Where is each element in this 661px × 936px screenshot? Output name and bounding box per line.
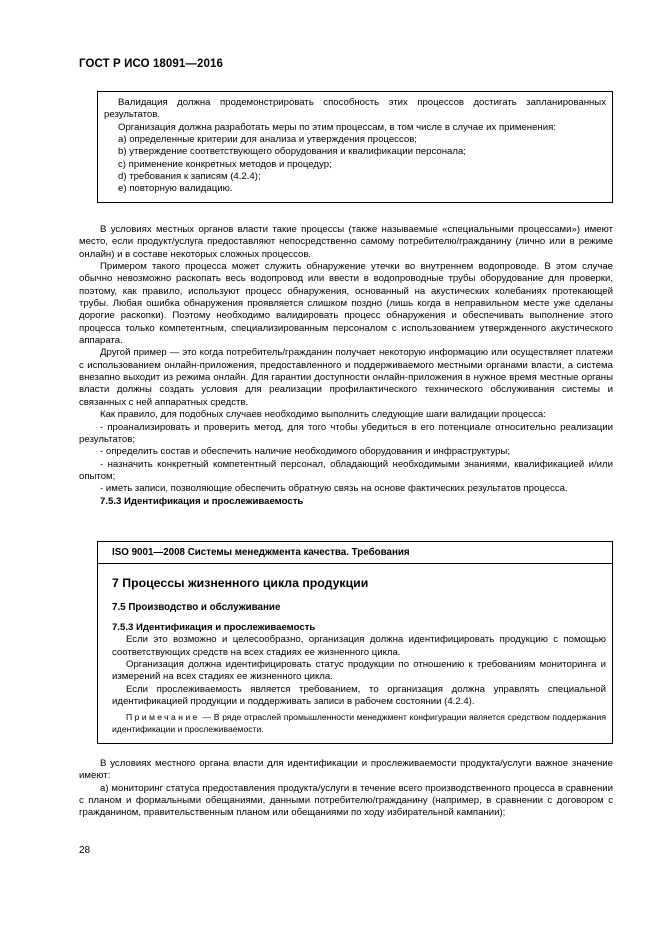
page-number: 28 xyxy=(79,845,91,856)
note-label: Примечание xyxy=(126,712,200,723)
iso-paragraph: Если прослеживаемость является требованием, то организация должна управлять специальной идентификацией продукции и поддерживать записи в рабочем состоянии (4.2.4). xyxy=(112,683,606,708)
iso-paragraph: Организация должна идентифицировать статус продукции по отношению к требованиям мониторинга и измерений на всех стадиях ее жизненного цикла. xyxy=(112,659,606,683)
section-heading: 7.5 Производство и обслуживание xyxy=(112,602,281,613)
note xyxy=(112,712,606,735)
note-text: — В ряде отраслей промышленности менеджмент конфигурации является средством поддержания идентификации и прослеживаемости. xyxy=(112,712,606,734)
body-paragraph: а) мониторинг статуса предоставления продукта/услуги в течение всего производственного процесса в сравнении с планом и формальными обещаниями, данными потребителю/гражданину (например, в сравнении с договором с гражданином, правительственным планом или обещаниями по ходу избирательной кампании); xyxy=(79,782,613,819)
requirement-list-item: b) утверждение соответствующего оборудования и квалификации персонала; xyxy=(118,146,466,158)
validation-step: - определить состав и обеспечить наличие необходимого оборудования и инфраструктуры; xyxy=(100,446,510,458)
section-heading: 7.5.3 Идентификация и прослеживаемость xyxy=(100,495,304,507)
body-paragraph: Другой пример — это когда потребитель/гражданин получает некоторую информацию или осуществляет платежи с использованием онлайн-приложения, предоставленного и поддерживаемого местными органами власти, а система внезапно выходит из режима онлайн. Для гарантии доступности онлайн-приложения в нужное время местные органы власти должны создать условия для реализации профилактического технического обслуживания системы и связанных с ней аппаратных средств. xyxy=(79,347,613,408)
requirement-para-validation: Валидация должна продемонстрировать способность этих процессов достигать запланированных результатов. xyxy=(104,97,606,121)
requirement-box xyxy=(97,91,613,203)
body-paragraph: Примером такого процесса может служить обнаружение утечки во внутреннем водопроводе. В этом случае обычно невозможно раскопать весь водопровод или ввести в водопроводные трубы оборудование для проверки, поэтому, как правило, используют процесс обнаружения, основанный на акустических колебаниях протекающей трубы. Любая ошибка обнаружения проявляется слишком поздно (лишь когда в неправильном месте уже сделаны дорогие раскопки). Поэтому необходимо валидировать процесс обнаружения и обеспечивать выполнение этого процесса только компетентным, специализированным персоналом с использованием утвержденного акустического аппарата. xyxy=(79,261,613,347)
validation-step: - иметь записи, позволяющие обеспечить обратную связь на основе фактических результатов процесса. xyxy=(100,483,568,495)
requirement-list-item: c) применение конкретных методов и процедур; xyxy=(118,158,332,170)
body-paragraph: Как правило, для подобных случаев необходимо выполнить следующие шаги валидации процесса: xyxy=(100,409,546,421)
requirement-list-item: d) требования к записям (4.2.4); xyxy=(118,171,261,183)
subsection-heading: 7.5.3 Идентификация и прослеживаемость xyxy=(112,622,316,633)
iso-quote-box xyxy=(97,541,613,744)
document-header: ГОСТ Р ИСО 18091—2016 xyxy=(79,58,224,70)
body-paragraph: В условиях местных органов власти такие процессы (также называемые «специальными процессами») имеют место, если продукт/услуга предоставляют непосредственно самому потребителю/гражданину (лично или в режиме онлайн) и в составе некоторых сложных процессов. xyxy=(79,224,613,260)
iso-box-content xyxy=(112,622,606,736)
body-text-section-2 xyxy=(79,758,613,820)
iso-standard-title: ISO 9001—2008 Системы менеджмента качества. Требования xyxy=(98,542,612,564)
body-paragraph: В условиях местного органа власти для идентификации и прослеживаемости продукта/услуги важное значение имеют: xyxy=(79,758,613,782)
chapter-heading: 7 Процессы жизненного цикла продукции xyxy=(112,576,369,590)
validation-step: - проанализировать и проверить метод, для того чтобы убедиться в его потенциале относительно реализации результатов; xyxy=(79,421,613,445)
requirement-list-item: e) повторную валидацию. xyxy=(118,183,233,195)
iso-paragraph: Если это возможно и целесообразно, организация должна идентифицировать продукцию с помощью соответствующих средств на всех стадиях ее жизненного цикла. xyxy=(112,634,606,658)
body-text-section xyxy=(79,224,613,508)
requirement-para-measures: Организация должна разработать меры по этим процессам, в том числе в случае их применения: xyxy=(118,121,556,133)
requirement-list-item: a) определенные критерии для анализа и утверждения процессов; xyxy=(118,134,417,146)
validation-step: - назначить конкретный компетентный персонал, обладающий необходимыми знаниями, квалификацией и/или опытом; xyxy=(79,458,613,482)
